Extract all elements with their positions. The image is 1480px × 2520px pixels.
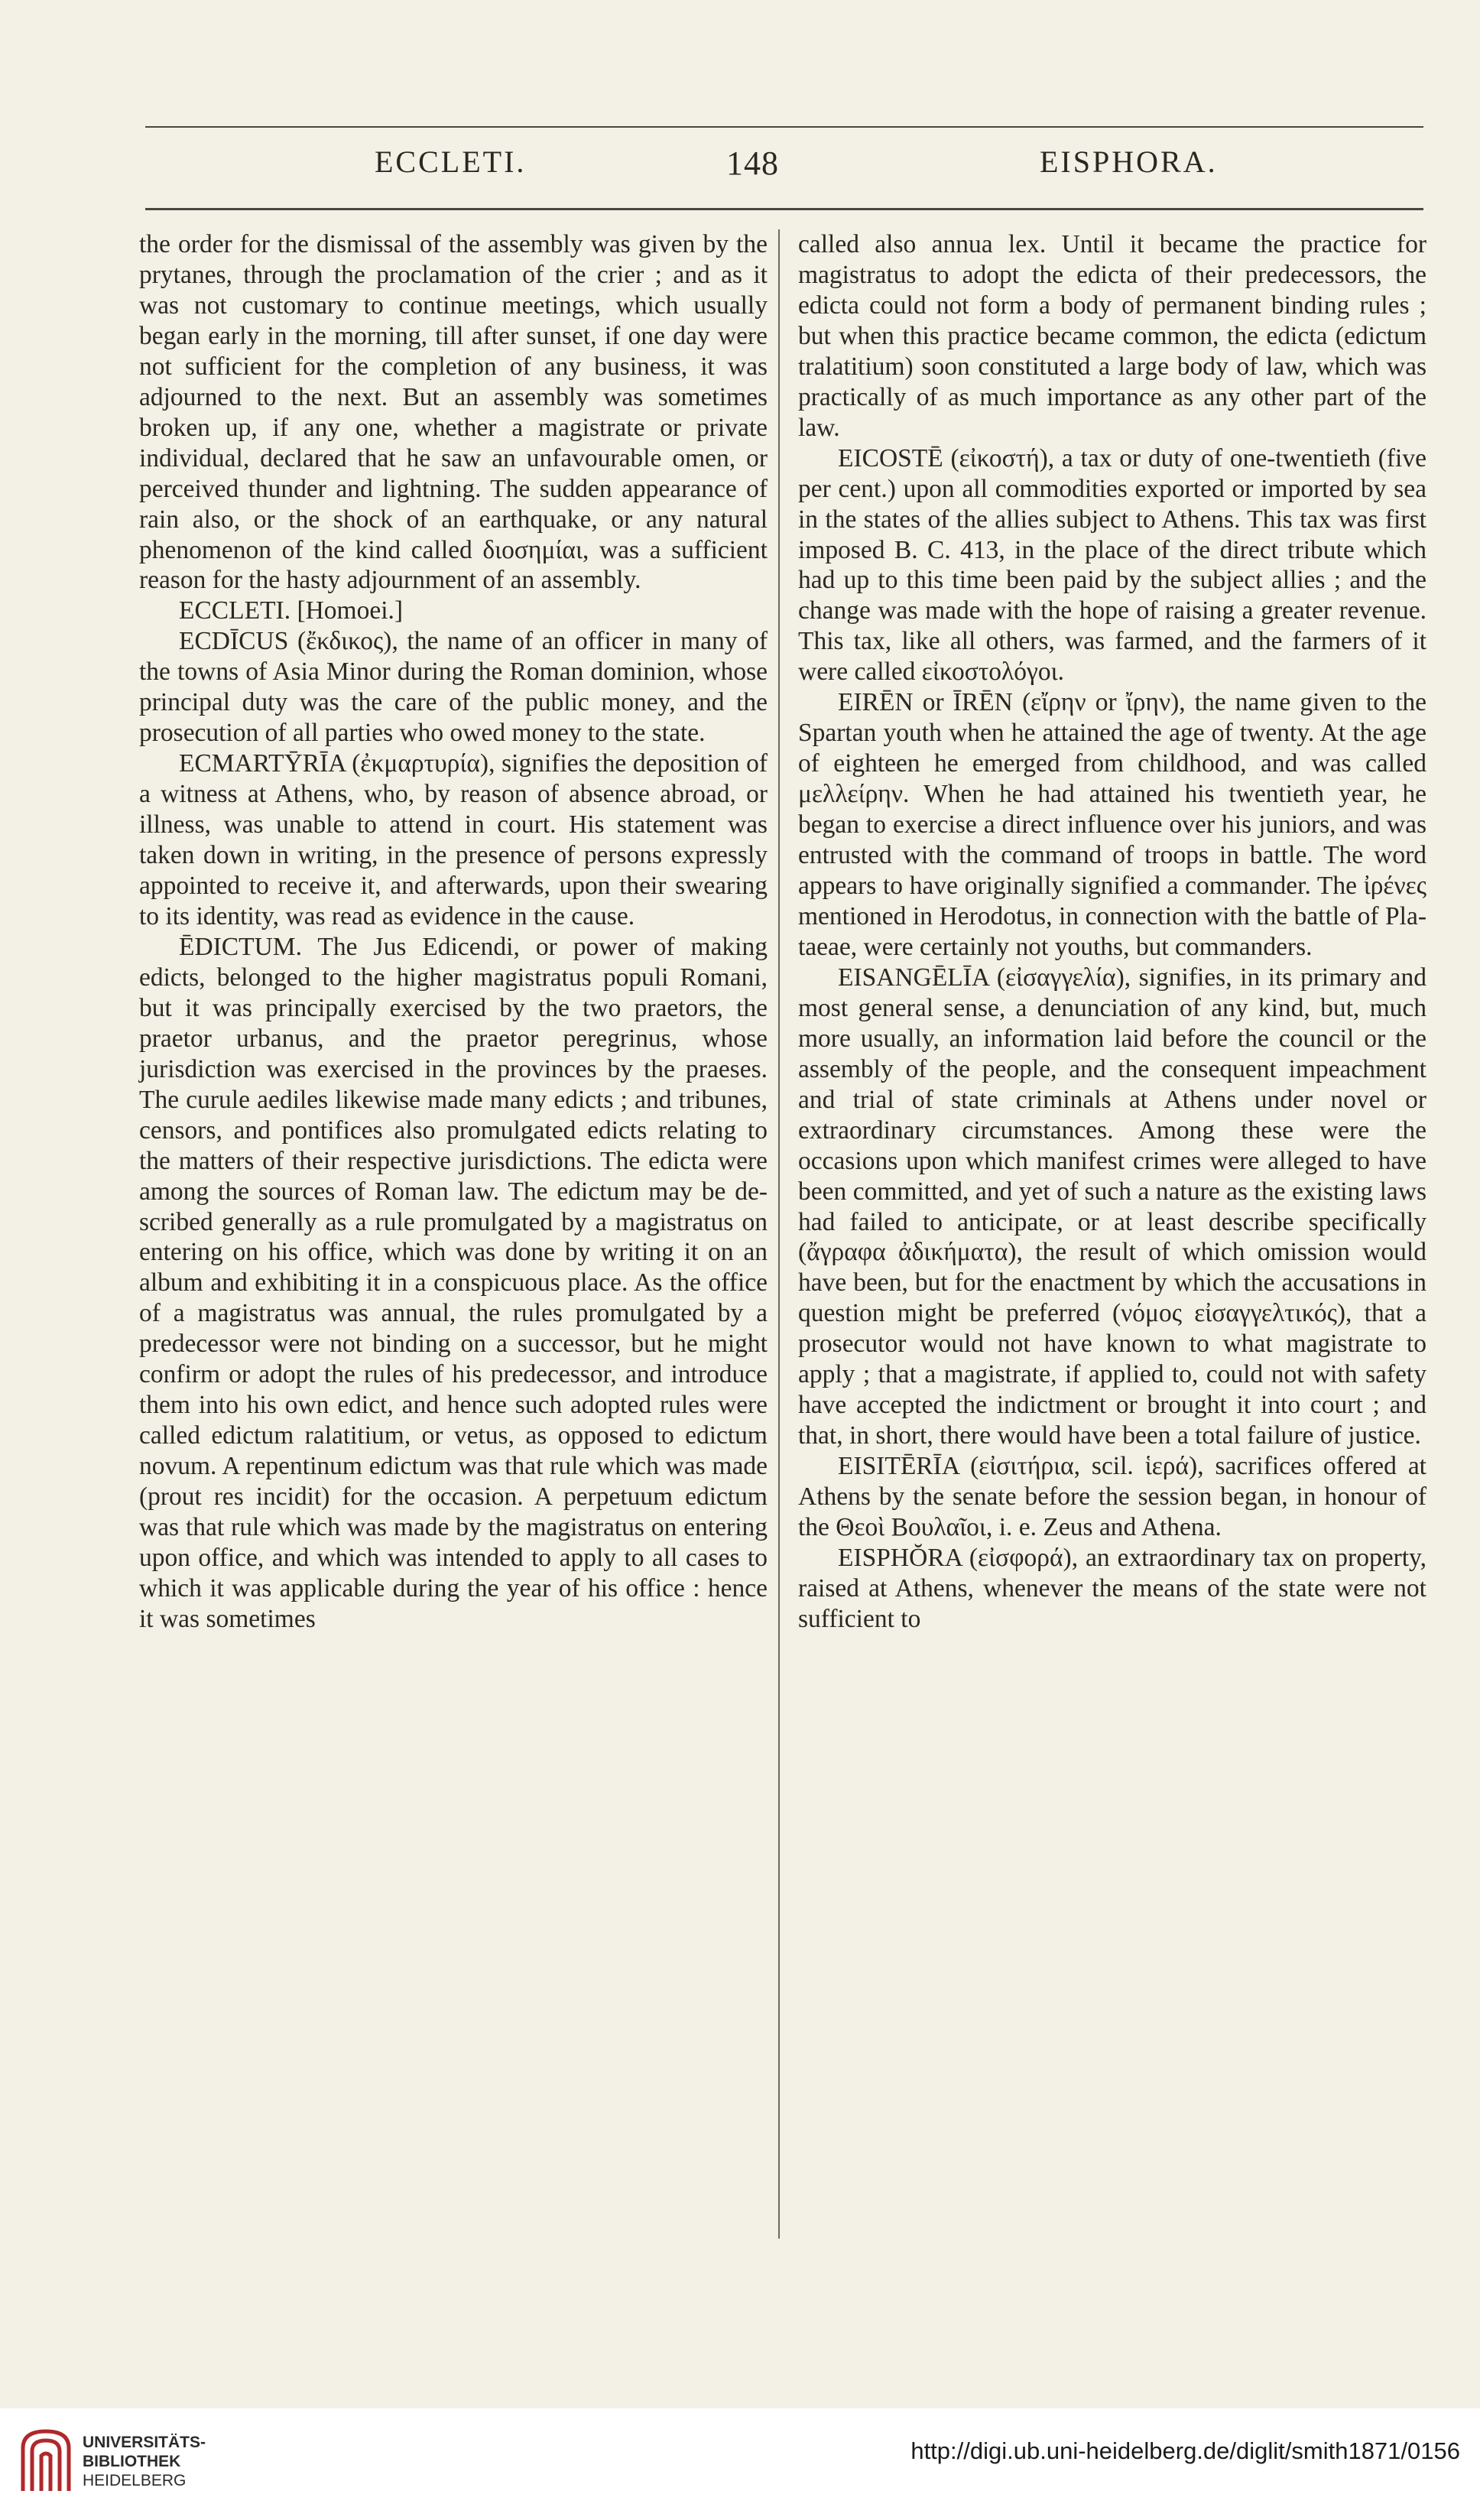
entry-eicoste: EICOSTĒ (εἰκοστή), a tax or duty of one-twentieth (five per cent.) upon all commodities exported or imported by sea in the states of the allies subject to Athens. This tax was first imposed B. C. 413, in the place of the direct tribute which had up to this time been paid by the subject allies ; and the change was made with the hope of raising a greater revenue. This tax, like all others, was farmed, and the farmers of it were called εἰκοστολόγοι.: [798, 443, 1426, 687]
library-name-line1: UNIVERSITÄTS-: [83, 2434, 206, 2451]
running-head-left: ECCLETI.: [375, 145, 527, 179]
running-head-right: EISPHORA.: [1040, 145, 1218, 179]
library-logo-icon: [17, 2425, 75, 2499]
entry-ecmartyria: ECMARTȲRĪA (ἐκμαρτυρία), signifies the deposition of a witness at Athens, who, by reason of absence abroad, or illness, was unable to attend in court. His statement was taken down in writing, in the presence of persons expressly appointed to receive it, and afterwards, upon their swearing to its identity, was read as evidence in the cause.: [139, 749, 768, 930]
paragraph-assembly-end: the order for the dismissal of the assembly was given by the prytanes, through the proclamation of the crier ; and as it was not customary to continue meetings, which usually began early in the morning, till after sunset, if one day were not sufficient for the completion of any business, it was adjourned to the next. But an assembly was sometimes broken up, if any one, whether a magistrate or private individual, declared that he saw an unfavourable omen, or perceived thunder and lightning. The sudden appearance of rain also, or the shock of an earthquake, or any natural phenomenon of the kind called διοσημίαι, was a sufficient reason for the hasty adjournment of an assembly.: [139, 230, 768, 595]
header-rule: [145, 208, 1423, 210]
entry-eisphora: EISPHŎRA (εἰσφορά), an extraordinary tax on property, raised at Athens, whenever the means of the state were not sufficient to: [798, 1543, 1426, 1633]
page-footer: [0, 2408, 1480, 2520]
right-column: [798, 229, 1426, 1635]
column-divider: [778, 229, 780, 2239]
library-name: [83, 2433, 206, 2490]
entry-eisiteria: EISITĒRĪA (εἰσιτήρια, scil. ἱερά), sacrifices offered at Athens by the senate before the session began, in honour of the Θεοὶ Βουλαῖοι, i. e. Zeus and Athena.: [798, 1452, 1426, 1542]
library-name-line2: BIBLIOTHEK: [83, 2453, 181, 2470]
source-url-link[interactable]: http://digi.ub.uni-heidelberg.de/diglit/smith1871/0156: [910, 2437, 1460, 2464]
top-rule: [145, 126, 1423, 128]
entry-eiren: EIRĒN or ĪRĒN (εἴρην or ἴρην), the name given to the Spartan youth when he attained the age of twenty. At the age of eighteen he emerged from childhood, and was called μελλείρην. When he had attained his twentieth year, he began to exercise a direct influence over his juniors, and was entrusted with the command of troops in battle. The word appears to have originally signified a commander. The ἰρένες mentioned in Herodotus, in connection with the battle of Plataeae, were certainly not youths, but commanders.: [798, 688, 1426, 961]
entry-ecdicus: ECDĪCUS (ἔκδικος), the name of an officer in many of the towns of Asia Minor during the Roman dominion, whose principal duty was the care of the public money, and the prosecution of all parties who owed money to the state.: [139, 627, 768, 748]
entry-eisangelia: EISANGĒLĪA (εἰσαγγελία), signifies, in its primary and most general sense, a denunciation of any kind, but, much more usually, an information laid before the council or the assembly of the people, and the consequent impeachment and trial of state criminals at Athens under novel or extraordinary circumstances. Among these were the occasions upon which manifest crimes were alleged to have been committed, and yet of such a nature as the existing laws had failed to anticipate, or at least describe specifically (ἄγραφα ἀδικήματα), the result of which omission would have been, but for the enactment by which the accusations in question might be preferred (νόμος εἰσαγγελτικός), that a prosecutor would not have known to what magistrate to apply ; that a magistrate, if applied to, could not with safety have accepted the indictment or brought it into court ; and that, in short, there would have been a total failure of justice.: [798, 963, 1426, 1450]
entry-ecclesia: ECCLETI. [Homoei.]: [179, 596, 404, 625]
entry-edictum: ĒDICTUM. The Jus Edicendi, or power of making edicts, belonged to the higher magistratus populi Romani, but it was principally exercised by the two praetors, the praetor urbanus, and the praetor peregrinus, whose jurisdiction was exercised in the provinces by the praeses. The curule aediles likewise made many edicts ; and tribunes, censors, and pontifices also promulgated edicts relating to the matters of their respective jurisdictions. The edicta were among the sources of Roman law. The edictum may be described generally as a rule promulgated by a magistratus on entering on his office, which was done by writing it on an album and exhibiting it in a conspicuous place. As the office of a magistratus was annual, the rules promulgated by a predecessor were not binding on a successor, but he might confirm or adopt the rules of his predecessor, and introduce them into his own edict, and hence such adopted rules were called edictum ralatitium, or vetus, as opposed to edictum novum. A repentinum edictum was that rule which was made (prout res incidit) for the occasion. A perpetuum edictum was that rule which was made by the magistratus on entering upon office, and which was intended to apply to all cases to which it was applicable during the year of his office : hence it was sometimes: [139, 932, 768, 1633]
left-column: [139, 229, 768, 1635]
page-number: 148: [726, 145, 779, 182]
paragraph-edictum-cont: called also annua lex. Until it became the practice for magistratus to adopt the edicta of their predecessors, the edicta could not form a body of permanent binding rules ; but when this practice became common, the edicta (edictum tralatitium) soon constituted a large body of law, which was practically of as much importance as any other part of the law.: [798, 230, 1426, 442]
library-name-line3: HEIDELBERG: [83, 2472, 187, 2489]
